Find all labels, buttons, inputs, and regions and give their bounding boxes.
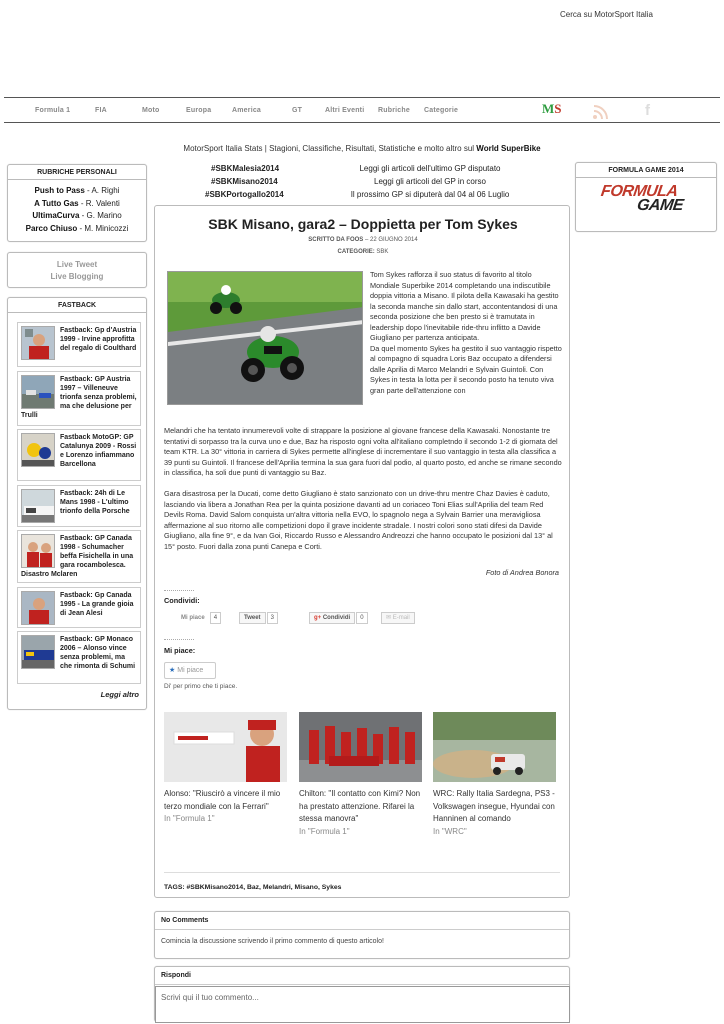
formula-game-title: FORMULA GAME 2014 <box>576 163 716 178</box>
like-button-label: Mi piace <box>177 667 204 674</box>
related-post-category: In "Formula 1" <box>164 814 215 823</box>
article-paragraph-3: Gara disastrosa per la Ducati, come detto Giugliano è stato sanzionato con un drive-thru mentre Chaz Davies è caduto, lasciando via libera a Jonathan Rea per la quinta posizione davanti ad un coriaceo Toni Elias sull'Aprilia del team Red Devils Roma. David Salom conquista un'altra vittoria nella EVO, lo spagnolo nega a Sylvain Barrier una meravigliosa affermazione al suo ritorno alle competizioni dopo il grave incidente stradale. I nostri colori sono stati difesi da Davide Giugliano, alla fine 9°, e da Ivan Goi, Riccardo Russo e Alessandro Andreozzi che hanno occupato le posizioni dal 13° al 15° posto. Fuori dalla zona punti Canepa e Corti. <box>164 489 553 551</box>
fastback-thumb <box>21 591 55 625</box>
nav-item-america[interactable]: America <box>232 107 262 114</box>
nav-item-formula1[interactable]: Formula 1 <box>35 107 71 114</box>
related-post-category: In "WRC" <box>433 826 467 836</box>
tweet-button[interactable] <box>239 612 278 624</box>
fastback-thumb <box>21 326 55 360</box>
hashtag-link[interactable]: #SBKPortogallo2014 <box>205 190 284 199</box>
meta-date: – 22 GIUGNO 2014 <box>363 237 418 243</box>
related-post-image <box>164 712 287 782</box>
hashtag-link[interactable]: #SBKMalesia2014 <box>211 164 280 173</box>
site-tagline <box>0 144 724 153</box>
rubrica-name: A Tutto Gas <box>34 198 79 208</box>
tagline-bold[interactable]: World SuperBike <box>476 144 541 153</box>
fb-like-label: Mi piace <box>181 615 205 621</box>
meta-author[interactable]: FOOS <box>344 237 364 243</box>
nav-item-fia[interactable]: FIA <box>95 107 107 114</box>
divider <box>164 639 194 640</box>
rubrica-name: Parco Chiuso <box>25 223 78 233</box>
nav-item-altri-eventi[interactable]: Altri Eventi <box>325 107 365 114</box>
fastback-item[interactable] <box>17 631 141 684</box>
nav-item-gt[interactable]: GT <box>292 107 303 114</box>
formula-game-box <box>575 162 717 232</box>
hashtag-desc: Il prossimo GP si diputerà dal 04 al 06 Luglio <box>350 190 510 199</box>
hashtag-link[interactable]: #SBKMisano2014 <box>211 177 278 186</box>
fastback-text: Fastback: Gp Canada 1995 - La grande gioia di Jean Alesi <box>60 592 134 617</box>
fastback-text: Fastback: GP Austria 1997 – Villeneuve trionfa senza problemi, ma che delusione per Trulli <box>21 376 137 419</box>
formula-game-logo-line2: GAME <box>635 197 685 214</box>
article-categories <box>155 249 571 255</box>
nav-item-moto[interactable]: Moto <box>142 107 160 114</box>
fastback-title: FASTBACK <box>8 298 146 313</box>
related-post-image <box>433 712 556 782</box>
reply-title: Rispondi <box>155 967 569 985</box>
fastback-text: Fastback: GP Canada 1998 - Schumacher beffa Fisichella in una gara rocambolesca. Disastro Mclaren <box>21 535 134 578</box>
like-button[interactable] <box>164 662 216 679</box>
formula-game-logo[interactable] <box>598 185 686 213</box>
gplus-count: 0 <box>356 612 367 624</box>
gplus-label <box>309 612 355 624</box>
fastback-item[interactable] <box>17 371 141 426</box>
fastback-text: Fastback: 24h di Le Mans 1998 - L'ultimo trionfo della Porsche <box>60 490 130 515</box>
fastback-thumb <box>21 433 55 467</box>
star-icon: ★ <box>169 667 176 674</box>
rubrica-author: - A. Righi <box>84 186 120 195</box>
tweet-count: 3 <box>267 612 278 624</box>
facebook-icon[interactable]: f <box>645 102 650 119</box>
related-post-category: In "Formula 1" <box>299 826 350 836</box>
related-post[interactable] <box>299 712 422 838</box>
no-comments-text: Comincia la discussione scrivendo il primo commento di questo articolo! <box>161 938 384 945</box>
like-label: Mi piace: <box>164 646 196 655</box>
fastback-item[interactable] <box>17 587 141 628</box>
article-paragraph-1: Tom Sykes rafforza il suo status di favorito al titolo Mondiale Superbike 2014 completando una indiscutibile doppia vittoria a Misano. Il pilota della Kawasaki ha gestito la seconda manche sin dallo start, accontentandosi di una seconda posizione che ben presto si è tramutata in leadership dopo l'inevitabile ride-thru inflitto a Davide Giugliano per partenza anticipata. Da quel momento Sykes ha gestito il suo vantaggio rispetto al compagno di squadra Loris Baz occupato a difendersi dalle Aprilia di Marco Melandri e Sylvain Guintoli. Con Sykes in testa la lotta per il secondo posto ha tenuto viva gran parte dell'attenzione con <box>370 270 562 395</box>
main-nav <box>4 97 720 123</box>
tags-line <box>164 872 560 891</box>
tweet-label: Tweet <box>239 612 266 624</box>
share-label: Condividi: <box>164 596 200 605</box>
related-post[interactable] <box>164 712 287 825</box>
categories-label: CATEGORIE: <box>337 249 375 255</box>
fastback-box <box>7 297 147 710</box>
nav-item-rubriche[interactable]: Rubriche <box>378 107 410 114</box>
hashtag-desc: Leggi gli articoli dell'ultimo GP disputato <box>359 164 501 173</box>
gplus-text: Condividi <box>322 615 351 621</box>
rubrica-name: UltimaCurva <box>32 211 80 220</box>
related-post[interactable] <box>433 712 556 838</box>
no-comments-title: No Comments <box>155 912 569 930</box>
related-post-title: WRC: Rally Italia Sardegna, PS3 - Volkswagen insegue, Hyundai con Hanninen al comando <box>433 789 555 823</box>
rubrica-author: - R. Valenti <box>78 198 120 208</box>
logo-m: M <box>542 101 555 116</box>
fastback-text: Fastback: GP Monaco 2006 – Alonso vince senza problemi, ma che rimonta di Schumi <box>60 636 136 670</box>
comment-textarea[interactable]: Scrivi qui il tuo commento... <box>155 986 570 1023</box>
article-paragraph-2: Melandri che ha tentato innumerevoli volte di strappare la posizione al giovane francese della Kawasaki. Nonostante tre tentativi di sorpasso tra la curva uno e due, Baz ha risposto ogni volta all'italiano completndo il secondo 1-2 di giornata del team KTR. La 30° vittoria in carriera di Sykes permette all'inglese di incrementare il suo vantaggio in testa alla classifica a 39 punti su Guintoli. Il francese dell'Aprilia termina la sua gara fuori dal podio, al quarto posto, ed anche se rimane secondo in classifica, ha soli due punti di vantaggio su Baz. <box>164 426 562 477</box>
rubrica-item[interactable] <box>8 185 146 198</box>
fastback-text: Fastback: Gp d'Austria 1999 - Irvine approfitta del regalo di Coulthard <box>60 327 137 352</box>
rubriche-box <box>7 164 147 242</box>
leggi-altro-link[interactable]: Leggi altro <box>100 690 139 699</box>
fastback-item[interactable] <box>17 485 141 527</box>
rss-icon[interactable] <box>592 102 612 120</box>
facebook-like-button[interactable] <box>177 612 221 624</box>
like-first-text: Di' per primo che ti piace. <box>164 683 238 690</box>
fastback-item[interactable] <box>17 530 141 583</box>
hashtag-desc: Leggi gli articoli del GP in corso <box>374 177 486 186</box>
gplus-share-button[interactable] <box>309 612 368 624</box>
related-post-title: Chilton: "Il contatto con Kimi? Non ha prestato attenzione. Rifarei la stessa manovra" <box>299 789 421 823</box>
search-link[interactable]: Cerca su MotorSport Italia <box>560 10 653 19</box>
live-tweet-link[interactable]: Live Tweet <box>56 260 98 269</box>
article <box>154 205 570 898</box>
rubrica-author: - G. Marino <box>79 211 122 220</box>
fastback-text: Fastback MotoGP: GP Catalunya 2009 - Rossi e Lorenzo infiammano Barcellona <box>60 434 137 468</box>
rubrica-item[interactable] <box>8 223 146 236</box>
article-title: SBK Misano, gara2 – Doppietta per Tom Sykes <box>208 216 518 232</box>
rubrica-author: - M. Minicozzi <box>77 223 129 233</box>
article-meta <box>155 237 571 243</box>
category-link[interactable]: SBK <box>374 249 389 255</box>
rubrica-name: Push to Pass <box>34 186 85 195</box>
live-box <box>7 252 147 288</box>
email-share-button[interactable] <box>381 612 415 624</box>
no-comments-box <box>154 911 570 959</box>
reply-box <box>154 966 570 1022</box>
live-blogging-link[interactable]: Live Blogging <box>50 272 104 281</box>
fastback-item[interactable] <box>17 429 141 481</box>
tags-list[interactable]: #SBKMisano2014, Baz, Melandri, Misano, Sykes <box>186 884 342 891</box>
fastback-thumb <box>21 375 55 409</box>
rubrica-item[interactable] <box>8 210 146 223</box>
email-icon: ✉ <box>386 615 392 621</box>
divider <box>164 590 194 591</box>
rubrica-item[interactable] <box>8 198 146 211</box>
nav-item-europa[interactable]: Europa <box>186 107 212 114</box>
fastback-thumb <box>21 534 55 568</box>
tags-label: TAGS: <box>164 884 187 891</box>
tagline-text: MotorSport Italia Stats | Stagioni, Classifiche, Risultati, Statistiche e molto altro sul <box>183 144 477 153</box>
fastback-thumb <box>21 635 55 669</box>
related-post-title: Alonso: "Riuscirò a vincere il mio terzo mondiale con la Ferrari" <box>164 789 281 811</box>
logo-s: S <box>554 101 562 116</box>
fastback-thumb <box>21 489 55 523</box>
meta-label: SCRITTO DA <box>308 237 345 243</box>
formula-game-logo-line1: FORMULA <box>599 183 679 200</box>
related-post-image <box>299 712 422 782</box>
email-label <box>381 612 415 624</box>
nav-item-categorie[interactable]: Categorie <box>424 107 459 114</box>
rubriche-title: RUBRICHE PERSONALI <box>8 165 146 180</box>
fastback-item[interactable] <box>17 322 141 367</box>
fb-like-count: 4 <box>210 612 221 624</box>
gplus-icon: g+ <box>314 615 322 621</box>
ms-logo[interactable] <box>542 101 562 117</box>
article-photo[interactable] <box>167 271 363 405</box>
photo-credit: Foto di Andrea Bonora <box>485 568 559 577</box>
email-text: E-mail <box>392 615 410 621</box>
